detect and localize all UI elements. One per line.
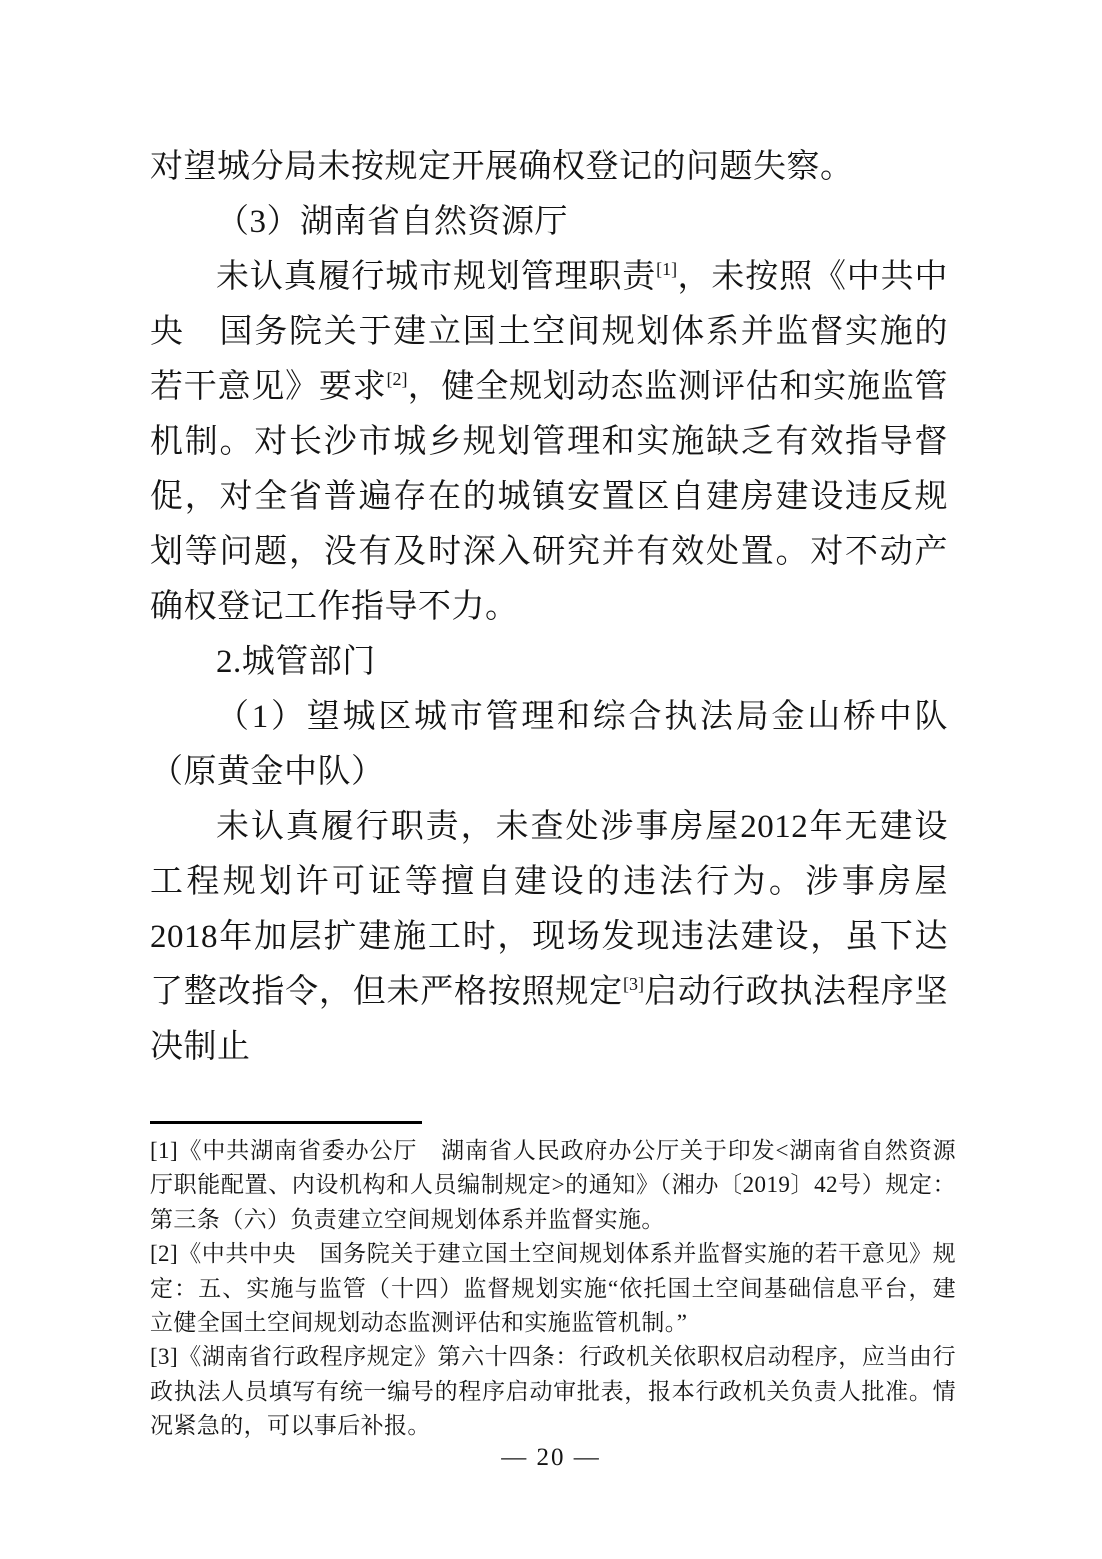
page-number: — 20 —: [501, 1444, 601, 1471]
paragraph: 对望城分局未按规定开展确权登记的问题失察。: [150, 149, 854, 185]
paragraph: （1）望城区城市管理和综合执法局金山桥中队（原黄金中队）: [150, 699, 948, 790]
footnote: [1]《中共湖南省委办公厅 湖南省人民政府办公厅关于印发<湖南省自然资源厅职能配置、内设机构和人员编制规定>的通知》（湘办〔2019〕42号）规定：第三条（六）负责建立空间规划体系并监督实施。: [150, 1138, 956, 1232]
body-text: [150, 140, 948, 1075]
footnote-separator: [150, 1121, 422, 1124]
paragraph: 2.城管部门: [216, 644, 376, 680]
paragraph: 未认真履行职责，未查处涉事房屋2012年无建设工程规划许可证等擅自建设的违法行为。涉事房屋2018年加层扩建施工时，现场发现违法建设，虽下达了整改指令，但未严格按照规定[3]启动行政执法程序坚决制止: [150, 809, 949, 1065]
footnote-ref: [2]: [386, 369, 408, 389]
paragraph: （3）湖南省自然资源厅: [216, 204, 568, 240]
paragraph: 未认真履行城市规划管理职责[1]，未按照《中共中央 国务院关于建立国土空间规划体系并监督实施的若干意见》要求[2]，健全规划动态监测评估和实施监管机制。对长沙市城乡规划管理和实施缺乏有效指导督促，对全省普遍存在的城镇安置区自建房建设违反规划等问题，没有及时深入研究并有效处置。对不动产确权登记工作指导不力。: [150, 259, 949, 625]
footnote: [2]《中共中央 国务院关于建立国土空间规划体系并监督实施的若干意见》规定：五、实施与监管（十四）监督规划实施“依托国土空间基础信息平台，建立健全国土空间规划动态监测评估和实施监管机制。”: [150, 1241, 956, 1336]
footnotes: [150, 1134, 956, 1444]
footnote-ref: [3]: [622, 974, 644, 994]
footnote: [3]《湖南省行政程序规定》第六十四条：行政机关依职权启动程序，应当由行政执法人员填写有统一编号的程序启动审批表，报本行政机关负责人批准。情况紧急的，可以事后补报。: [150, 1344, 956, 1439]
footnote-ref: [1]: [656, 259, 678, 279]
